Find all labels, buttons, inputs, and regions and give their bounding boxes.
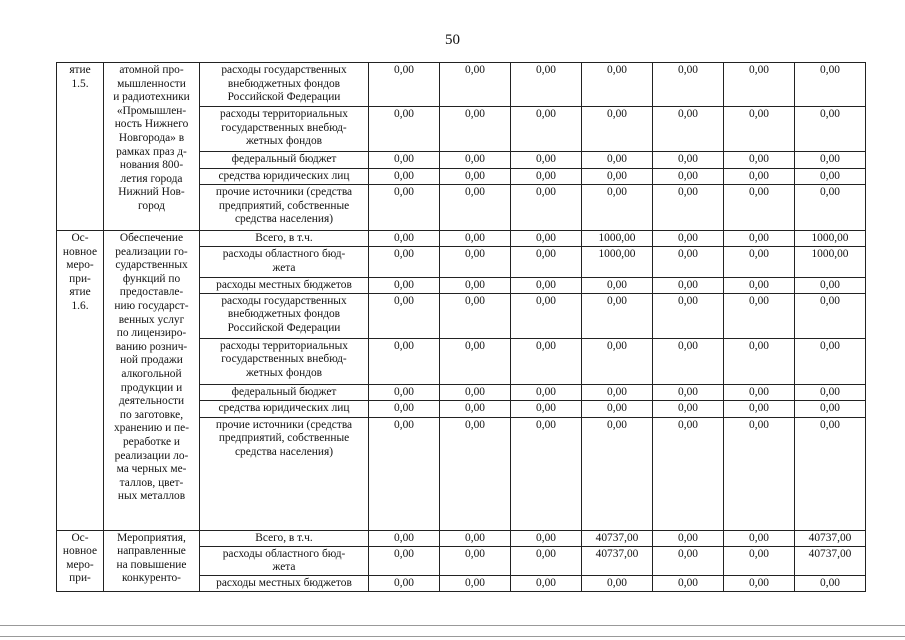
amount-cell: 0,00 — [653, 338, 724, 384]
amount-cell: 0,00 — [440, 530, 511, 546]
amount-cell: 0,00 — [795, 384, 866, 400]
amount-cell: 0,00 — [582, 400, 653, 417]
amount-cell: 0,00 — [511, 338, 582, 384]
amount-cell: 0,00 — [795, 400, 866, 417]
amount-cell: 0,00 — [653, 107, 724, 152]
amount-cell: 0,00 — [369, 546, 440, 575]
amount-cell: 0,00 — [440, 169, 511, 185]
measure-number: ятие 1.5. — [57, 63, 104, 231]
funding-source: прочие источники (средства предприятий, собственные средства населения) — [200, 417, 369, 530]
amount-cell: 0,00 — [724, 169, 795, 185]
amount-cell: 0,00 — [724, 247, 795, 278]
amount-cell: 1000,00 — [795, 247, 866, 278]
funding-source: федеральный бюджет — [200, 384, 369, 400]
amount-cell: 0,00 — [795, 169, 866, 185]
amount-cell: 0,00 — [511, 169, 582, 185]
amount-cell: 0,00 — [369, 575, 440, 591]
amount-cell: 0,00 — [582, 185, 653, 231]
amount-cell: 0,00 — [511, 247, 582, 278]
funding-source: расходы территориальных государственных внебюд- жетных фондов — [200, 338, 369, 384]
measure-name: Обеспечение реализации го- сударственных функций по предоставле- нию государст- венных услуг по лицензиро- ванию рознич- ной продажи алкогольной продукции и деятельности по заготовке, хранению и пе- реработке и реализации ло- ма черных ме- таллов, цвет- ных металлов — [104, 231, 200, 531]
amount-cell: 0,00 — [369, 417, 440, 530]
amount-cell: 1000,00 — [582, 231, 653, 247]
funding-source: федеральный бюджет — [200, 152, 369, 169]
funding-source: расходы государственных внебюджетных фондов Российской Федерации — [200, 293, 369, 338]
amount-cell: 0,00 — [724, 231, 795, 247]
amount-cell: 0,00 — [440, 278, 511, 294]
amount-cell: 0,00 — [369, 338, 440, 384]
amount-cell: 40737,00 — [795, 546, 866, 575]
amount-cell: 0,00 — [511, 278, 582, 294]
funding-source: Всего, в т.ч. — [200, 231, 369, 247]
amount-cell: 0,00 — [795, 293, 866, 338]
amount-cell: 0,00 — [795, 338, 866, 384]
amount-cell: 0,00 — [511, 107, 582, 152]
budget-table — [56, 62, 866, 592]
amount-cell: 0,00 — [440, 338, 511, 384]
table-row — [57, 63, 866, 107]
funding-source: расходы областного бюд- жета — [200, 546, 369, 575]
amount-cell: 0,00 — [724, 293, 795, 338]
amount-cell: 0,00 — [440, 247, 511, 278]
funding-source: средства юридических лиц — [200, 400, 369, 417]
amount-cell: 0,00 — [369, 400, 440, 417]
page-number: 50 — [445, 32, 460, 48]
amount-cell: 0,00 — [582, 575, 653, 591]
measure-name: Мероприятия, направленные на повышение конкуренто- — [104, 530, 200, 591]
amount-cell: 0,00 — [511, 546, 582, 575]
measure-number: Ос- новное меро- при- — [57, 530, 104, 591]
amount-cell: 0,00 — [369, 384, 440, 400]
amount-cell: 0,00 — [511, 400, 582, 417]
amount-cell: 0,00 — [440, 575, 511, 591]
amount-cell: 0,00 — [653, 169, 724, 185]
amount-cell: 0,00 — [582, 338, 653, 384]
amount-cell: 40737,00 — [582, 546, 653, 575]
amount-cell: 0,00 — [653, 63, 724, 107]
amount-cell: 1000,00 — [582, 247, 653, 278]
amount-cell: 0,00 — [369, 63, 440, 107]
scan-edge-line — [0, 636, 905, 637]
funding-source: расходы местных бюджетов — [200, 575, 369, 591]
amount-cell: 0,00 — [369, 247, 440, 278]
measure-number: Ос- новное меро- при- ятие 1.6. — [57, 231, 104, 531]
amount-cell: 0,00 — [369, 530, 440, 546]
amount-cell: 0,00 — [653, 384, 724, 400]
amount-cell: 0,00 — [440, 231, 511, 247]
amount-cell: 0,00 — [724, 546, 795, 575]
amount-cell: 0,00 — [582, 152, 653, 169]
amount-cell: 0,00 — [440, 400, 511, 417]
amount-cell: 0,00 — [369, 278, 440, 294]
amount-cell: 0,00 — [653, 575, 724, 591]
amount-cell: 0,00 — [795, 417, 866, 530]
amount-cell: 40737,00 — [795, 530, 866, 546]
amount-cell: 0,00 — [440, 152, 511, 169]
amount-cell: 0,00 — [582, 278, 653, 294]
amount-cell: 0,00 — [440, 384, 511, 400]
amount-cell: 0,00 — [582, 384, 653, 400]
amount-cell: 0,00 — [440, 185, 511, 231]
funding-source: расходы областного бюд- жета — [200, 247, 369, 278]
amount-cell: 0,00 — [795, 185, 866, 231]
amount-cell: 0,00 — [369, 185, 440, 231]
amount-cell: 0,00 — [724, 338, 795, 384]
amount-cell: 0,00 — [369, 293, 440, 338]
amount-cell: 0,00 — [582, 169, 653, 185]
amount-cell: 0,00 — [653, 185, 724, 231]
amount-cell: 0,00 — [795, 152, 866, 169]
amount-cell: 1000,00 — [795, 231, 866, 247]
amount-cell: 0,00 — [440, 417, 511, 530]
amount-cell: 0,00 — [511, 63, 582, 107]
amount-cell: 0,00 — [653, 530, 724, 546]
amount-cell: 0,00 — [511, 293, 582, 338]
amount-cell: 0,00 — [795, 575, 866, 591]
amount-cell: 0,00 — [440, 107, 511, 152]
amount-cell: 0,00 — [511, 575, 582, 591]
amount-cell: 0,00 — [724, 107, 795, 152]
amount-cell: 0,00 — [582, 63, 653, 107]
amount-cell: 0,00 — [369, 169, 440, 185]
amount-cell: 0,00 — [511, 231, 582, 247]
table-row — [57, 231, 866, 247]
amount-cell: 0,00 — [369, 152, 440, 169]
amount-cell: 0,00 — [795, 63, 866, 107]
amount-cell: 0,00 — [795, 278, 866, 294]
amount-cell: 0,00 — [724, 384, 795, 400]
amount-cell: 0,00 — [795, 107, 866, 152]
amount-cell: 0,00 — [724, 400, 795, 417]
amount-cell: 0,00 — [511, 185, 582, 231]
measure-name: атомной про- мышленности и радиотехники «Промышлен- ность Нижнего Новгорода» в рамках праз д- нования 800- летия города Нижний Нов- город — [104, 63, 200, 231]
amount-cell: 0,00 — [724, 278, 795, 294]
scan-edge-line — [0, 625, 905, 626]
amount-cell: 0,00 — [653, 152, 724, 169]
funding-source: расходы государственных внебюджетных фондов Российской Федерации — [200, 63, 369, 107]
amount-cell: 0,00 — [724, 575, 795, 591]
table-row — [57, 530, 866, 546]
amount-cell: 0,00 — [582, 293, 653, 338]
amount-cell: 0,00 — [511, 384, 582, 400]
amount-cell: 0,00 — [724, 530, 795, 546]
amount-cell: 0,00 — [369, 107, 440, 152]
amount-cell: 0,00 — [582, 417, 653, 530]
funding-source: средства юридических лиц — [200, 169, 369, 185]
amount-cell: 0,00 — [724, 152, 795, 169]
amount-cell: 0,00 — [511, 152, 582, 169]
amount-cell: 0,00 — [653, 247, 724, 278]
amount-cell: 0,00 — [653, 278, 724, 294]
amount-cell: 0,00 — [724, 185, 795, 231]
amount-cell: 0,00 — [653, 400, 724, 417]
amount-cell: 0,00 — [653, 417, 724, 530]
funding-source: расходы местных бюджетов — [200, 278, 369, 294]
amount-cell: 40737,00 — [582, 530, 653, 546]
amount-cell: 0,00 — [724, 63, 795, 107]
funding-source: расходы территориальных государственных внебюд- жетных фондов — [200, 107, 369, 152]
funding-source: прочие источники (средства предприятий, собственные средства населения) — [200, 185, 369, 231]
amount-cell: 0,00 — [440, 63, 511, 107]
amount-cell: 0,00 — [440, 293, 511, 338]
amount-cell: 0,00 — [440, 546, 511, 575]
amount-cell: 0,00 — [724, 417, 795, 530]
funding-source: Всего, в т.ч. — [200, 530, 369, 546]
amount-cell: 0,00 — [582, 107, 653, 152]
amount-cell: 0,00 — [653, 293, 724, 338]
amount-cell: 0,00 — [369, 231, 440, 247]
amount-cell: 0,00 — [511, 530, 582, 546]
amount-cell: 0,00 — [653, 546, 724, 575]
amount-cell: 0,00 — [511, 417, 582, 530]
amount-cell: 0,00 — [653, 231, 724, 247]
